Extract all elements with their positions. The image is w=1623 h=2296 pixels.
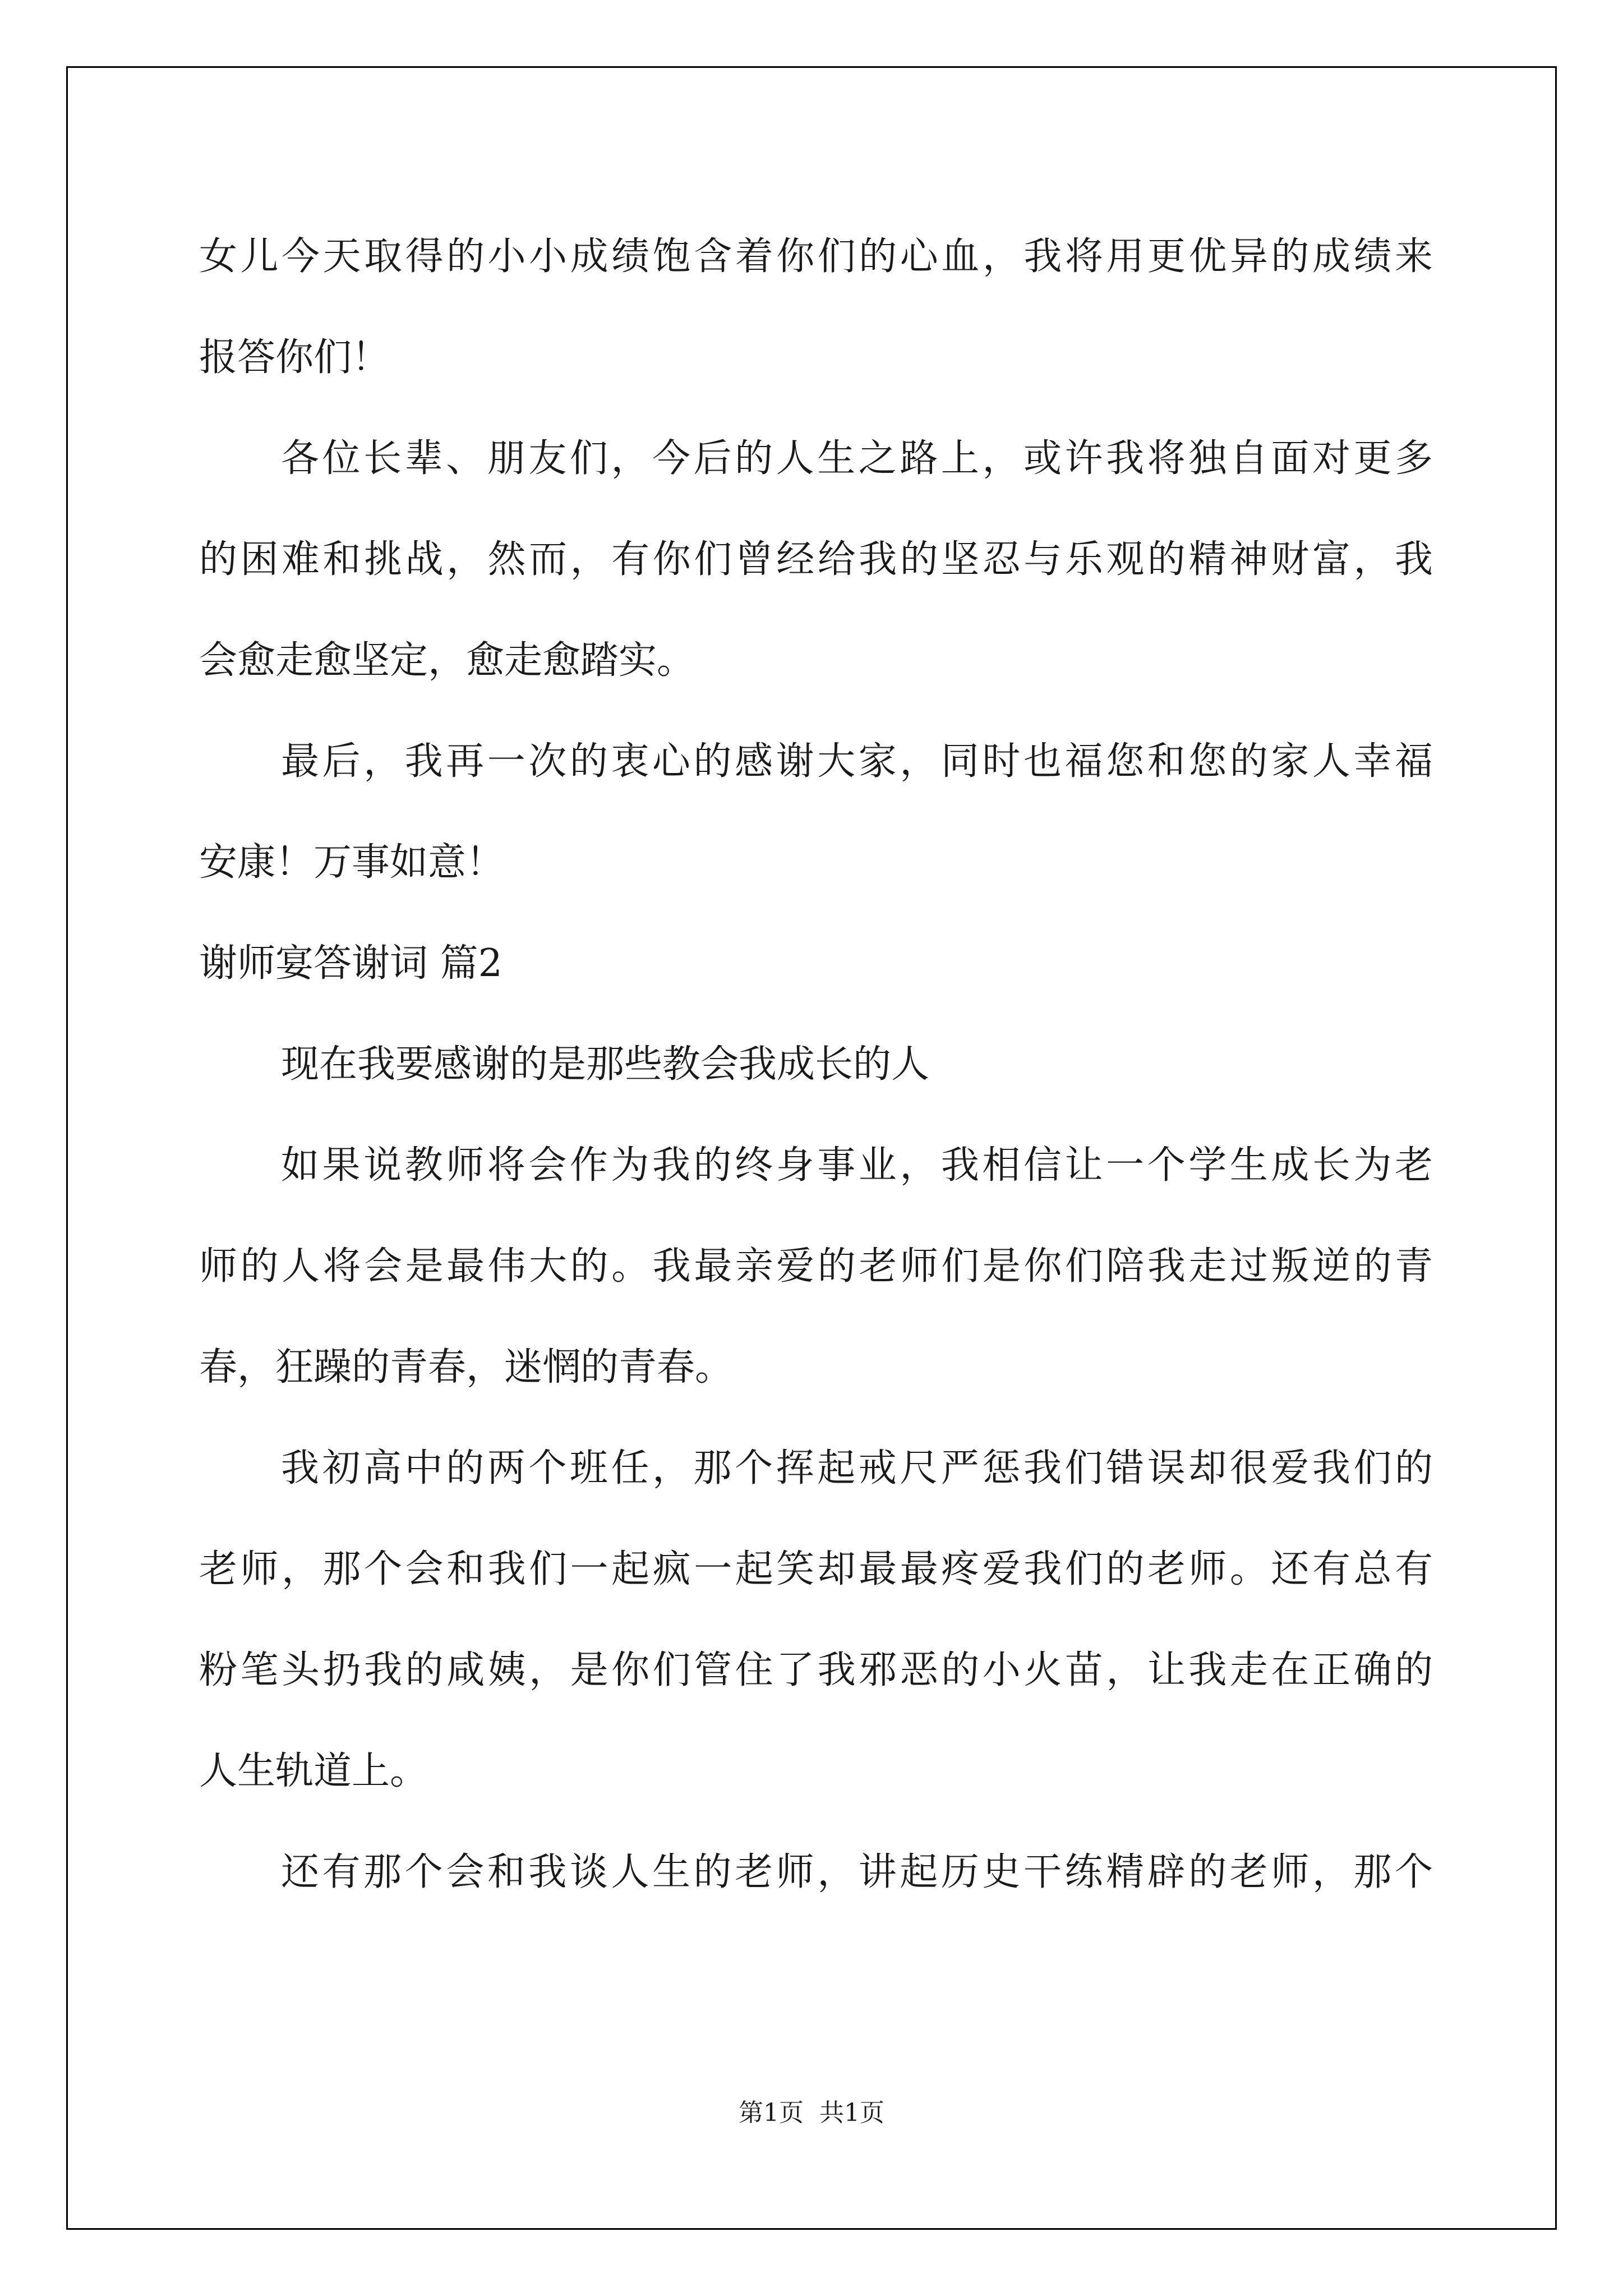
text-line: 粉笔头扔我的咸姨，是你们管住了我邪恶的小火苗，让我走在正确的 — [199, 1648, 1433, 1692]
section-heading: 谢师宴答谢词 篇2 — [199, 941, 502, 986]
text-line: 春，狂躁的青春，迷惘的青春。 — [199, 1345, 734, 1389]
page-footer — [0, 2092, 1623, 2128]
document-body — [199, 206, 1433, 1923]
text-line: 安康！万事如意！ — [199, 840, 505, 885]
text-line: 各位长辈、朋友们，今后的人生之路上，或许我将独自面对更多 — [281, 436, 1433, 481]
text-line: 我初高中的两个班任，那个挥起戒尺严惩我们错误却很爱我们的 — [281, 1446, 1433, 1490]
page-number: 第1页 — [739, 2099, 804, 2127]
text-line: 如果说教师将会作为我的终身事业，我相信让一个学生成长为老 — [281, 1143, 1433, 1188]
text-line: 报答你们！ — [199, 335, 390, 380]
text-line: 现在我要感谢的是那些教会我成长的人 — [281, 1042, 930, 1087]
text-line: 会愈走愈坚定，愈走愈踏实。 — [199, 638, 695, 683]
text-line: 还有那个会和我谈人生的老师，讲起历史干练精辟的老师，那个 — [281, 1850, 1433, 1894]
text-line: 师的人将会是最伟大的。我最亲爱的老师们是你们陪我走过叛逆的青 — [199, 1244, 1433, 1289]
text-line: 女儿今天取得的小小成绩饱含着你们的心血，我将用更优异的成绩来 — [199, 234, 1433, 279]
text-line: 的困难和挑战，然而，有你们曾经给我的坚忍与乐观的精神财富，我 — [199, 537, 1433, 582]
text-line: 老师，那个会和我们一起疯一起笑却最最疼爱我们的老师。还有总有 — [199, 1547, 1433, 1591]
page-total: 共1页 — [819, 2099, 884, 2127]
text-line: 最后，我再一次的衷心的感谢大家，同时也福您和您的家人幸福 — [281, 739, 1433, 784]
text-line: 人生轨道上。 — [199, 1749, 428, 1793]
